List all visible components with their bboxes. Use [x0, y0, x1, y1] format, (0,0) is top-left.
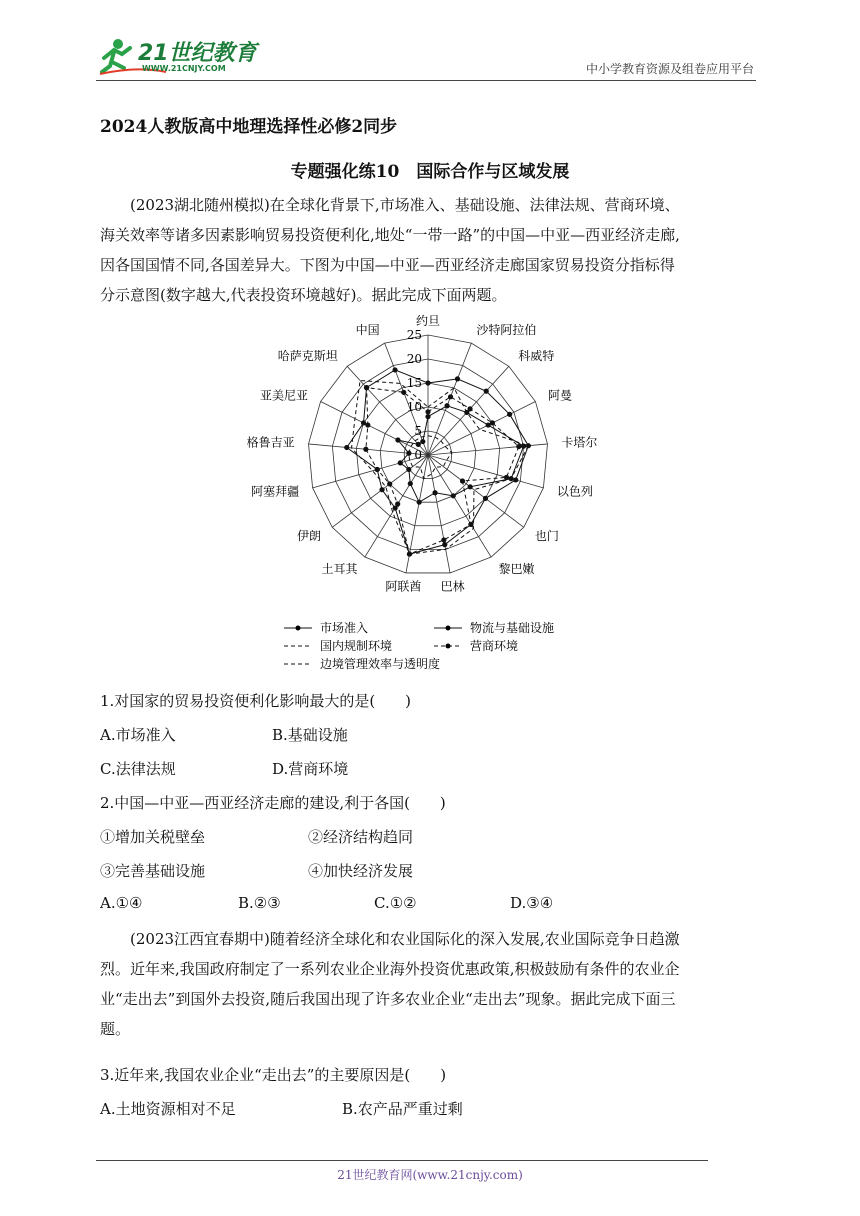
data-point	[483, 496, 488, 501]
text-line: 因各国国情不同,各国差异大。下图为中国—中亚—西亚经济走廊国家贸易投资分指标得	[100, 256, 675, 274]
q2-option-a: A.①④	[100, 894, 143, 912]
radar-chart-svg	[246, 314, 598, 620]
tick-label: 20	[406, 352, 422, 366]
data-point	[425, 380, 430, 385]
q1-option-b: B.基础设施	[272, 726, 348, 744]
category-label: 中国	[355, 323, 380, 338]
document-title: 2024人教版高中地理选择性必修2同步	[100, 117, 398, 137]
text-line: 海关效率等诸多因素影响贸易投资便利化,地处“一带一路”的中国—中亚—西亚经济走廊,	[100, 226, 680, 244]
data-point	[484, 389, 489, 394]
category-label: 亚美尼亚	[260, 388, 309, 403]
question-3: 3.近年来,我国农业企业“走出去”的主要原因是( )	[100, 1066, 447, 1084]
data-point	[398, 460, 403, 465]
q2-option-b: B.②③	[238, 894, 281, 912]
q2-item-2: ②经济结构趋同	[308, 828, 414, 846]
data-point	[455, 376, 460, 381]
q3-option-b: B.农产品严重过剩	[342, 1100, 463, 1118]
data-point	[392, 367, 397, 372]
data-point	[417, 500, 422, 505]
data-point	[375, 467, 380, 472]
header-platform-label: 中小学教育资源及组卷应用平台	[585, 62, 754, 76]
data-point	[425, 414, 430, 419]
category-label: 阿塞拜疆	[251, 484, 300, 499]
category-label: 哈萨克斯坦	[277, 348, 338, 363]
data-point	[444, 403, 449, 408]
data-point	[448, 394, 453, 399]
data-point	[387, 481, 392, 486]
text-line: 分示意图(数字越大,代表投资环境越好)。据此完成下面两题。	[100, 286, 507, 304]
data-point	[344, 445, 349, 450]
footer-text: 21世纪教育网(www.21cnjy.com)	[337, 1168, 523, 1182]
legend-label: 市场准入	[320, 621, 369, 635]
category-label: 以色列	[556, 484, 593, 499]
data-point	[408, 481, 413, 486]
data-point	[507, 412, 512, 417]
intro-paragraph-1	[100, 190, 764, 310]
category-label: 格鲁吉亚	[246, 435, 295, 450]
chart-legend	[284, 618, 604, 681]
logo-text: 21世纪教育	[138, 41, 257, 66]
data-point	[441, 537, 446, 542]
data-point	[513, 477, 518, 482]
text-line: 烈。近年来,我国政府制定了一系列农业企业海外投资优惠政策,积极鼓励有条件的农业企	[100, 960, 680, 978]
data-point	[526, 443, 531, 448]
category-label: 阿联酋	[385, 579, 422, 594]
category-label: 也门	[534, 528, 559, 543]
data-point	[504, 475, 509, 480]
category-label: 伊朗	[297, 528, 322, 543]
data-point	[364, 385, 369, 390]
data-point	[363, 447, 368, 452]
text-line: 业“走出去”到国外去投资,随后我国出现了许多农业企业“走出去”现象。据此完成下面三	[100, 990, 676, 1008]
data-point	[395, 501, 400, 506]
tick-label: 15	[406, 376, 422, 390]
tick-label: 0	[414, 448, 422, 462]
category-label: 科威特	[518, 348, 555, 363]
section-title: 专题强化练10 国际合作与区域发展	[290, 162, 570, 182]
logo-url: WWW.21CNJY.COM	[142, 64, 226, 73]
data-point	[365, 422, 370, 427]
q3-option-a: A.土地资源相对不足	[100, 1100, 236, 1118]
legend-label: 营商环境	[470, 639, 519, 653]
category-label: 黎巴嫩	[498, 561, 535, 576]
data-point	[468, 522, 473, 527]
data-point	[379, 487, 384, 492]
q2-item-3: ③完善基础设施	[100, 862, 206, 880]
data-point	[401, 390, 406, 395]
data-point	[420, 439, 425, 444]
data-point	[468, 484, 473, 489]
data-point	[406, 467, 411, 472]
legend-svg	[284, 618, 604, 678]
q2-option-d: D.③④	[510, 894, 554, 912]
header-divider	[96, 80, 756, 81]
q1-option-c: C.法律法规	[100, 760, 176, 778]
q2-option-c: C.①②	[374, 894, 417, 912]
footer-divider	[96, 1160, 708, 1161]
category-label: 阿曼	[547, 388, 572, 403]
category-label: 土耳其	[321, 561, 358, 576]
category-label: 巴林	[440, 579, 465, 594]
question-1: 1.对国家的贸易投资便利化影响最大的是( )	[100, 692, 412, 710]
data-point	[460, 478, 465, 483]
q1-option-a: A.市场准入	[100, 726, 176, 744]
tick-label: 5	[414, 424, 422, 438]
text-line: (2023江西宜春期中)随着经济全球化和农业国际化的深入发展,农业国际竞争日趋激	[130, 930, 680, 948]
tick-label: 10	[406, 400, 422, 414]
q2-item-4: ④加快经济发展	[308, 862, 414, 880]
legend-marker	[296, 626, 301, 631]
text-line: (2023湖北随州模拟)在全球化背景下,市场准入、基础设施、法律法规、营商环境、	[130, 196, 680, 214]
question-2: 2.中国—中亚—西亚经济走廊的建设,利于各国( )	[100, 794, 446, 812]
data-point	[395, 437, 400, 442]
q2-item-1: ①增加关税壁垒	[100, 828, 206, 846]
text-line: 题。	[100, 1020, 131, 1038]
data-point	[432, 490, 437, 495]
category-label: 卡塔尔	[561, 435, 598, 450]
intro-paragraph-2	[100, 924, 764, 1044]
tick-label: 25	[406, 328, 422, 342]
data-point	[490, 420, 495, 425]
q1-option-d: D.营商环境	[272, 760, 349, 778]
data-point	[467, 406, 472, 411]
category-label: 沙特阿拉伯	[476, 323, 537, 338]
data-point	[416, 442, 421, 447]
legend-marker	[446, 626, 451, 631]
data-point	[516, 444, 521, 449]
data-point	[442, 542, 447, 547]
data-point	[425, 409, 430, 414]
legend-label: 国内规制环境	[320, 639, 393, 653]
legend-label: 边境管理效率与透明度	[320, 657, 441, 671]
category-label: 约旦	[415, 314, 441, 328]
legend-marker	[446, 644, 451, 649]
legend-label: 物流与基础设施	[470, 621, 555, 635]
data-point	[451, 493, 456, 498]
logo	[96, 36, 266, 78]
